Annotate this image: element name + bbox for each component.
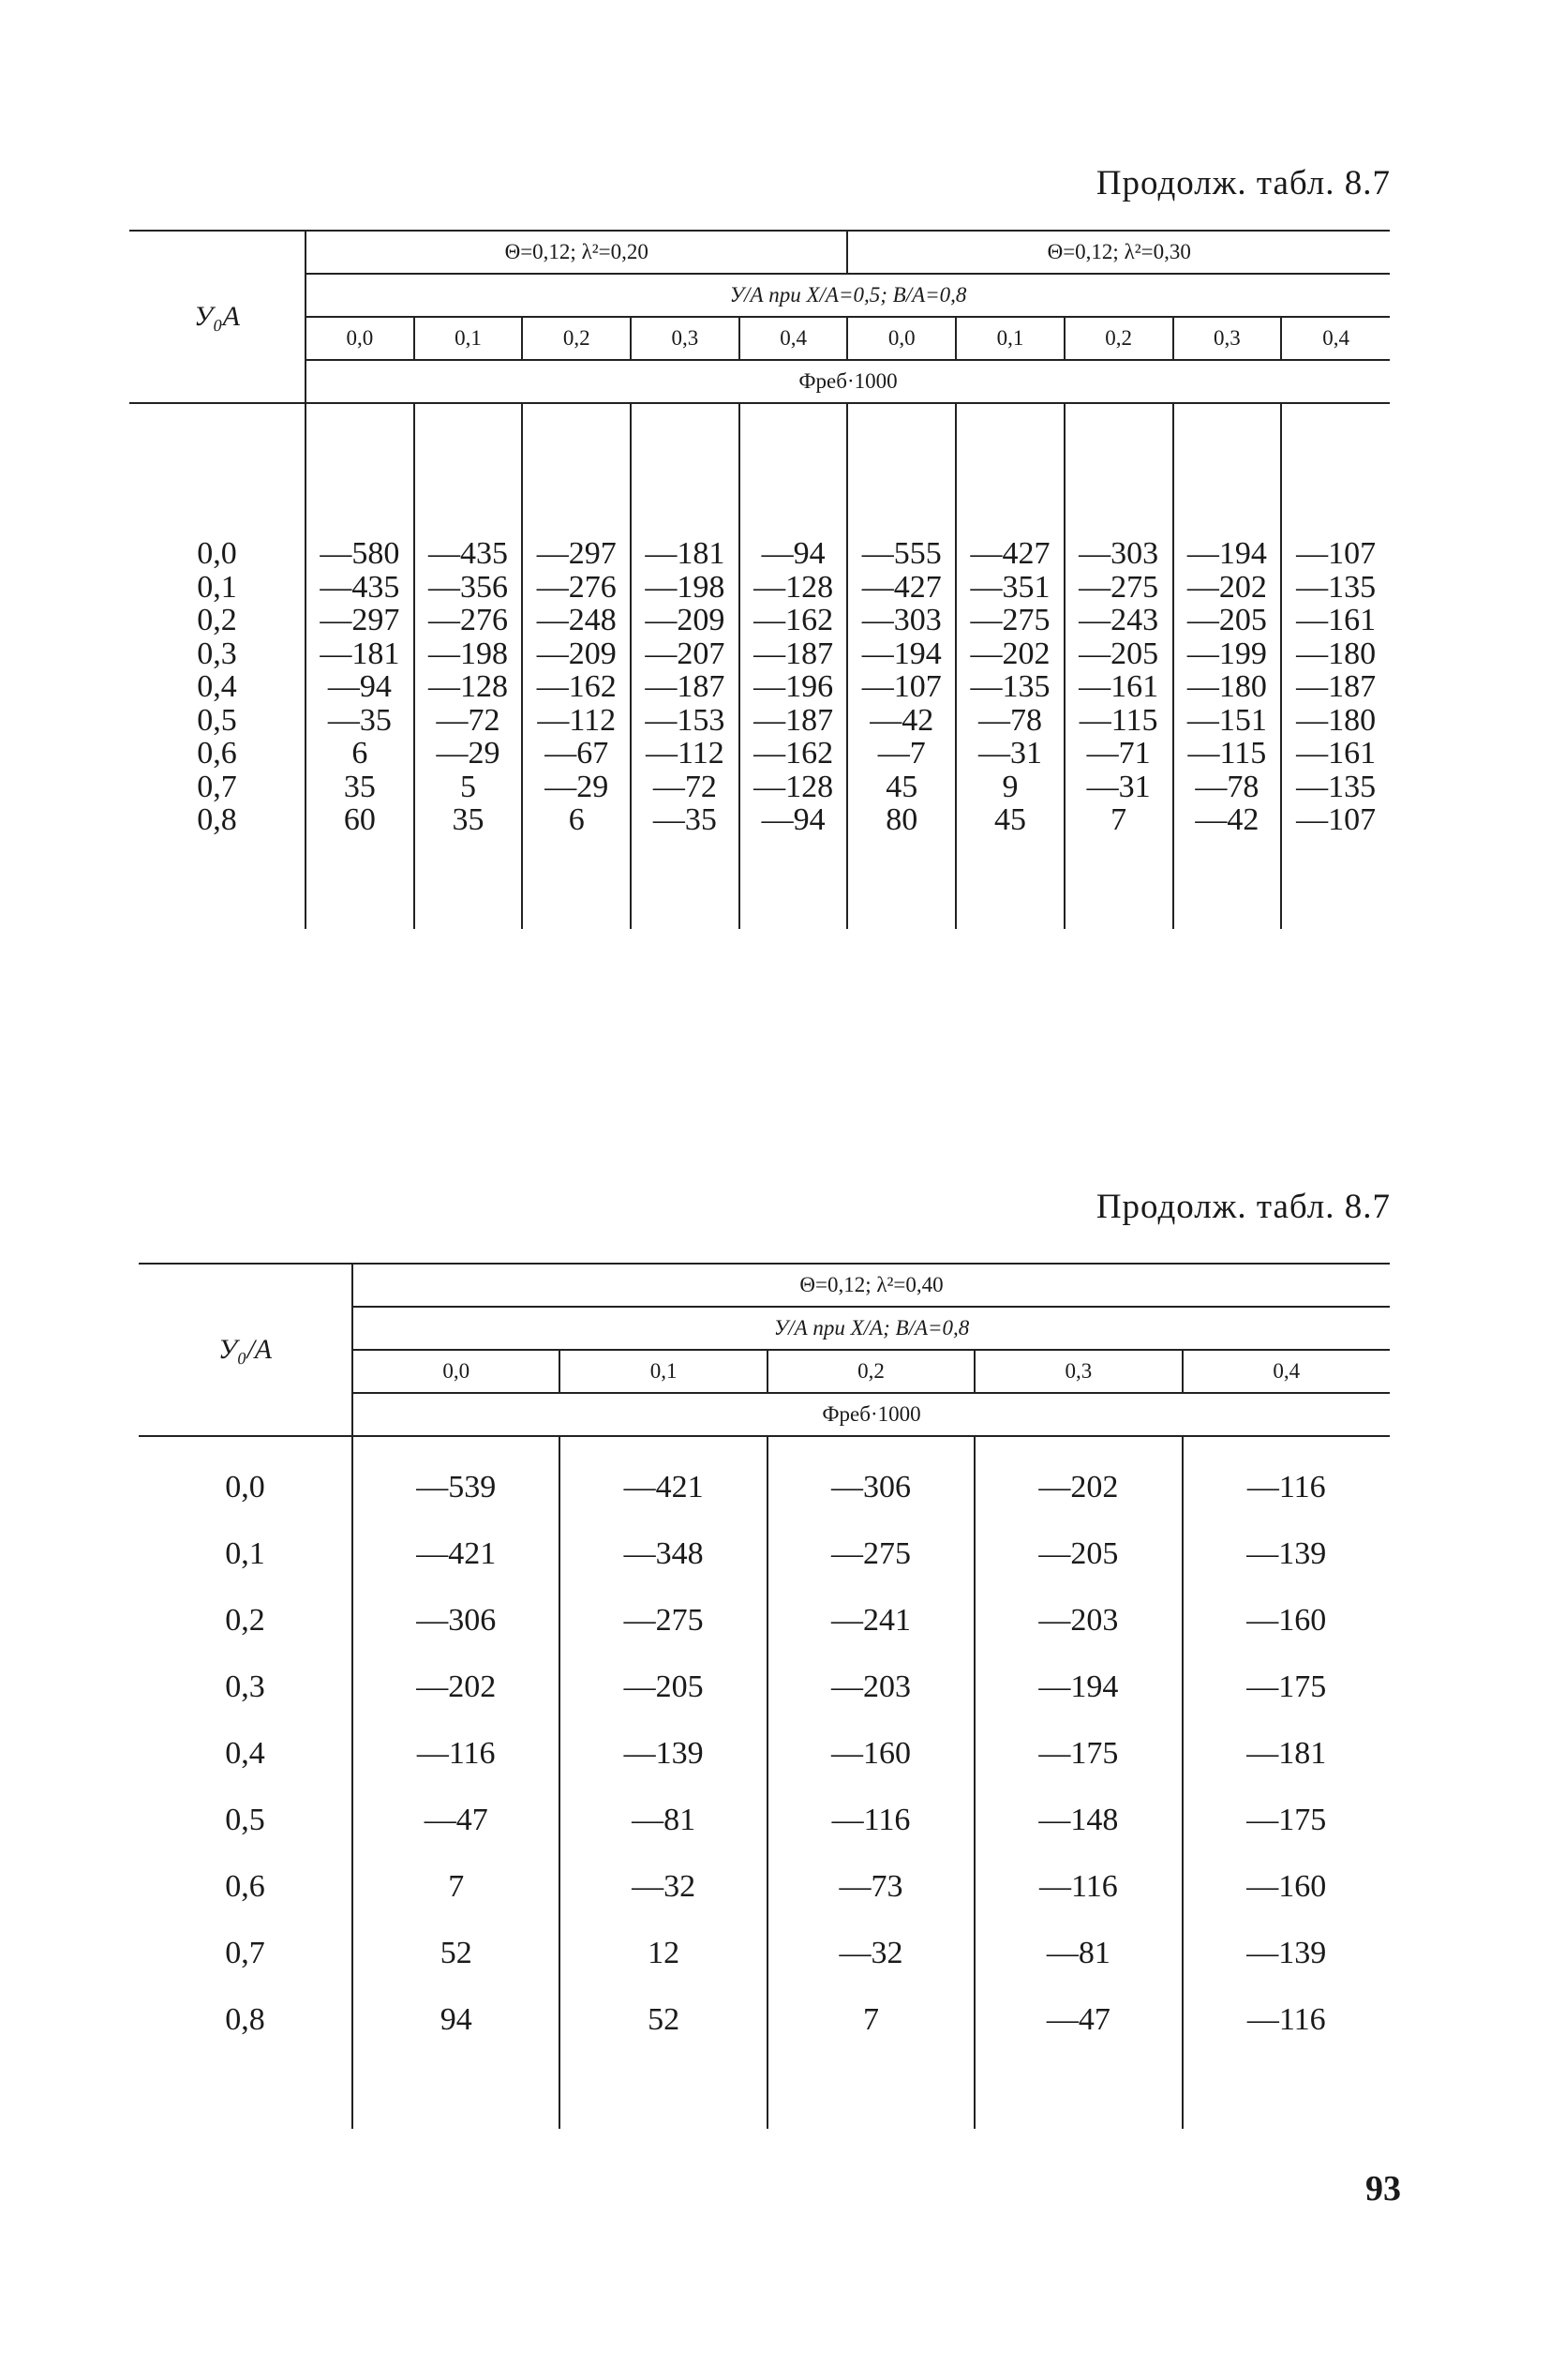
table-cell: —297 — [536, 536, 617, 571]
row-label: 0,4 — [225, 1736, 265, 1771]
table-cell: —32 — [632, 1869, 696, 1904]
row-label: 0,8 — [197, 802, 237, 837]
data-column — [739, 403, 848, 929]
table-cell: —112 — [646, 736, 724, 771]
table-cell: 7 — [1110, 802, 1127, 837]
table-cell: —187 — [1296, 669, 1377, 704]
table-cell: —160 — [1246, 1603, 1327, 1638]
column-header: 0,2 — [1065, 317, 1173, 360]
column-header: 0,0 — [847, 317, 956, 360]
table-cell: —116 — [831, 1803, 911, 1837]
table-cell: —72 — [436, 702, 500, 738]
table-cell: —205 — [1079, 636, 1159, 671]
data-column — [768, 1436, 975, 2129]
table-cell: —196 — [753, 669, 834, 704]
data-column — [522, 403, 631, 929]
table-cell: 80 — [886, 802, 918, 837]
row-labels — [139, 1436, 352, 2129]
group-header-lambda-020: Θ=0,12; λ²=0,20 — [306, 231, 847, 274]
table-cell: 6 — [351, 736, 368, 771]
table-cell: —29 — [436, 736, 500, 771]
data-column — [1281, 403, 1390, 929]
table-cell: 94 — [440, 2002, 472, 2037]
data-column — [847, 403, 956, 929]
table-cell: —78 — [977, 702, 1042, 738]
table-cell: —194 — [861, 636, 942, 671]
table-cell: —162 — [753, 736, 834, 771]
group-header-lambda-030: Θ=0,12; λ²=0,30 — [847, 231, 1390, 274]
data-column — [414, 403, 523, 929]
table-cell: 35 — [452, 802, 484, 837]
table-cell: —32 — [839, 1936, 903, 1970]
table-cell: —160 — [830, 1736, 911, 1771]
table-cell: —116 — [1038, 1869, 1118, 1904]
table-cell: —115 — [1187, 736, 1267, 771]
table-cell: —153 — [645, 702, 725, 738]
data-column — [956, 403, 1065, 929]
table-cell: —151 — [1186, 702, 1267, 738]
table-cell: —203 — [1038, 1603, 1119, 1638]
table-cell: —202 — [1038, 1470, 1119, 1504]
table-cell: —555 — [861, 536, 942, 571]
table-cell: —107 — [1296, 802, 1377, 837]
table-cell: —135 — [1296, 769, 1377, 804]
table-cell: —73 — [839, 1869, 903, 1904]
table-cell: —181 — [1246, 1736, 1327, 1771]
table-cell: —31 — [977, 736, 1042, 771]
row-label: 0,0 — [225, 1470, 265, 1504]
column-header: 0,3 — [631, 317, 739, 360]
table-8-7-part-1 — [129, 230, 1390, 929]
table-cell: —71 — [1086, 736, 1151, 771]
table-cell: —139 — [1246, 1936, 1327, 1970]
table-cell: —202 — [416, 1669, 497, 1704]
row-label: 0,3 — [225, 1669, 265, 1704]
table-cell: —72 — [652, 769, 717, 804]
table-cell: —94 — [761, 802, 826, 837]
table-cell: —306 — [830, 1470, 911, 1504]
data-column — [559, 1436, 767, 2129]
table-cell: —187 — [645, 669, 725, 704]
table-cell: —205 — [623, 1669, 704, 1704]
row-label: 0,6 — [197, 736, 237, 771]
table-cell: —356 — [428, 569, 509, 605]
row-label: 0,0 — [197, 536, 237, 571]
table-cell: 5 — [460, 769, 477, 804]
row-label: 0,2 — [225, 1603, 265, 1638]
table-cell: —175 — [1038, 1736, 1119, 1771]
table-cell: —139 — [1246, 1536, 1327, 1571]
table-cell: —78 — [1195, 769, 1259, 804]
table-cell: 7 — [448, 1869, 465, 1904]
row-label: 0,8 — [225, 2002, 265, 2037]
table-cell: —107 — [1296, 536, 1377, 571]
table-8-7-part-2 — [139, 1263, 1390, 2129]
row-header-text: У₀/А — [217, 1334, 273, 1365]
table-cell: —248 — [536, 603, 617, 637]
subheader: У/А при Х/А; В/А=0,8 — [352, 1307, 1390, 1350]
table-cell: —161 — [1079, 669, 1159, 704]
table-cell: —241 — [830, 1603, 911, 1638]
data-column — [631, 403, 739, 929]
table-cell: —81 — [1046, 1936, 1110, 1970]
row-label: 0,7 — [197, 769, 237, 804]
row-label: 0,2 — [197, 603, 237, 637]
table-cell: —275 — [830, 1536, 911, 1571]
table-cell: —539 — [416, 1470, 497, 1504]
table-cell: —205 — [1186, 603, 1267, 637]
table-cell: 12 — [648, 1936, 680, 1970]
table-cell: —47 — [424, 1803, 488, 1837]
table-cell: —135 — [1296, 569, 1377, 605]
column-header: 0,1 — [559, 1350, 767, 1393]
table-cell: —202 — [970, 636, 1051, 671]
table-cell: —29 — [544, 769, 609, 804]
table-cell: —243 — [1079, 603, 1159, 637]
table-cell: —31 — [1086, 769, 1151, 804]
table-cell: —209 — [536, 636, 617, 671]
table-cell: —42 — [870, 702, 934, 738]
table-cell: —35 — [327, 702, 392, 738]
row-label: 0,5 — [197, 702, 237, 738]
table-cell: —297 — [320, 603, 400, 637]
table-cell: —421 — [623, 1470, 704, 1504]
table-cell: —198 — [645, 569, 725, 605]
column-header: 0,1 — [956, 317, 1065, 360]
table-cell: —94 — [761, 536, 826, 571]
row-label: 0,7 — [225, 1936, 265, 1970]
table-cell: —421 — [416, 1536, 497, 1571]
row-label: 0,3 — [197, 636, 237, 671]
table-cell: —202 — [1186, 569, 1267, 605]
table-cell: 35 — [343, 769, 376, 804]
row-header-y0a — [139, 1264, 352, 1436]
data-column — [1173, 403, 1282, 929]
table-caption-top: Продолж. табл. 8.7 — [1095, 164, 1391, 202]
table-cell: —187 — [753, 636, 834, 671]
table-cell: —435 — [428, 536, 509, 571]
table-cell: —175 — [1246, 1669, 1327, 1704]
table-cell: —116 — [416, 1736, 496, 1771]
table-cell: —194 — [1186, 536, 1267, 571]
table-cell: —112 — [537, 702, 617, 738]
table-cell: —198 — [428, 636, 509, 671]
table-cell: —180 — [1186, 669, 1267, 704]
table-cell: —115 — [1079, 702, 1158, 738]
row-labels — [129, 403, 306, 929]
page-number: 93 — [1365, 2169, 1401, 2208]
table-cell: —306 — [416, 1603, 497, 1638]
table-cell: —580 — [320, 536, 400, 571]
row-header-text: У₀А — [194, 301, 240, 332]
table-cell: —427 — [861, 569, 942, 605]
table-cell: —203 — [830, 1669, 911, 1704]
table-cell: 45 — [886, 769, 918, 804]
table-cell: —42 — [1195, 802, 1259, 837]
data-column — [1065, 403, 1173, 929]
table-cell: —275 — [623, 1603, 704, 1638]
row-label: 0,4 — [197, 669, 237, 704]
table-cell: —181 — [645, 536, 725, 571]
column-header: 0,4 — [1281, 317, 1390, 360]
table-cell: —351 — [970, 569, 1051, 605]
table-cell: —161 — [1296, 736, 1377, 771]
table-cell: 9 — [1002, 769, 1019, 804]
column-header: 0,2 — [522, 317, 631, 360]
table-cell: —162 — [753, 603, 834, 637]
table-caption-bottom: Продолж. табл. 8.7 — [1095, 1188, 1391, 1226]
table-cell: —135 — [970, 669, 1051, 704]
table-cell: —207 — [645, 636, 725, 671]
table-cell: —128 — [428, 669, 509, 704]
unit-label: Фреб·1000 — [306, 360, 1390, 403]
table-cell: —35 — [652, 802, 717, 837]
table-cell: 7 — [862, 2002, 879, 2037]
subheader: У/А при Х/А=0,5; В/А=0,8 — [306, 274, 1390, 317]
table-cell: —199 — [1186, 636, 1267, 671]
table-cell: —160 — [1246, 1869, 1327, 1904]
row-header-y0a — [129, 231, 306, 403]
column-header: 0,4 — [739, 317, 848, 360]
table-cell: —187 — [753, 702, 834, 738]
table-cell: —47 — [1046, 2002, 1110, 2037]
table-cell: —81 — [632, 1803, 696, 1837]
table-cell: 52 — [648, 2002, 680, 2037]
table-cell: —194 — [1038, 1669, 1119, 1704]
table-cell: —7 — [877, 736, 926, 771]
row-label: 0,1 — [225, 1536, 265, 1571]
data-column — [975, 1436, 1182, 2129]
data-column — [306, 403, 414, 929]
column-header: 0,0 — [306, 317, 414, 360]
table-cell: —303 — [861, 603, 942, 637]
column-header: 0,2 — [768, 1350, 975, 1393]
table-cell: —67 — [544, 736, 609, 771]
table-cell: —180 — [1296, 702, 1377, 738]
table-cell: —128 — [753, 769, 834, 804]
row-label: 0,5 — [225, 1803, 265, 1837]
table-cell: —107 — [861, 669, 942, 704]
table-cell: —94 — [327, 669, 392, 704]
table-cell: —116 — [1246, 2002, 1326, 2037]
table-cell: —128 — [753, 569, 834, 605]
row-label: 0,6 — [225, 1869, 265, 1904]
column-header: 0,3 — [975, 1350, 1182, 1393]
table-cell: —209 — [645, 603, 725, 637]
table-cell: 6 — [568, 802, 585, 837]
table-cell: 52 — [440, 1936, 472, 1970]
unit-label: Фреб·1000 — [352, 1393, 1390, 1436]
row-label: 0,1 — [197, 569, 237, 605]
table-cell: —275 — [1079, 569, 1159, 605]
group-header-lambda-040: Θ=0,12; λ²=0,40 — [352, 1264, 1390, 1307]
table-cell: —161 — [1296, 603, 1377, 637]
column-header: 0,1 — [414, 317, 523, 360]
table-cell: —116 — [1246, 1470, 1326, 1504]
table-cell: —139 — [623, 1736, 704, 1771]
column-header: 0,0 — [352, 1350, 559, 1393]
table-cell: —303 — [1079, 536, 1159, 571]
table-cell: —276 — [428, 603, 509, 637]
data-column — [1183, 1436, 1390, 2129]
table-cell: —180 — [1296, 636, 1377, 671]
table-cell: —148 — [1038, 1803, 1119, 1837]
table-cell: 60 — [343, 802, 376, 837]
column-header: 0,4 — [1183, 1350, 1390, 1393]
table-cell: 45 — [993, 802, 1026, 837]
table-cell: —205 — [1038, 1536, 1119, 1571]
table-cell: —348 — [623, 1536, 704, 1571]
table-cell: —181 — [320, 636, 400, 671]
column-header: 0,3 — [1173, 317, 1282, 360]
table-cell: —162 — [536, 669, 617, 704]
data-column — [352, 1436, 559, 2129]
table-cell: —427 — [970, 536, 1051, 571]
table-cell: —175 — [1246, 1803, 1327, 1837]
table-cell: —276 — [536, 569, 617, 605]
table-cell: —435 — [320, 569, 400, 605]
table-cell: —275 — [970, 603, 1051, 637]
